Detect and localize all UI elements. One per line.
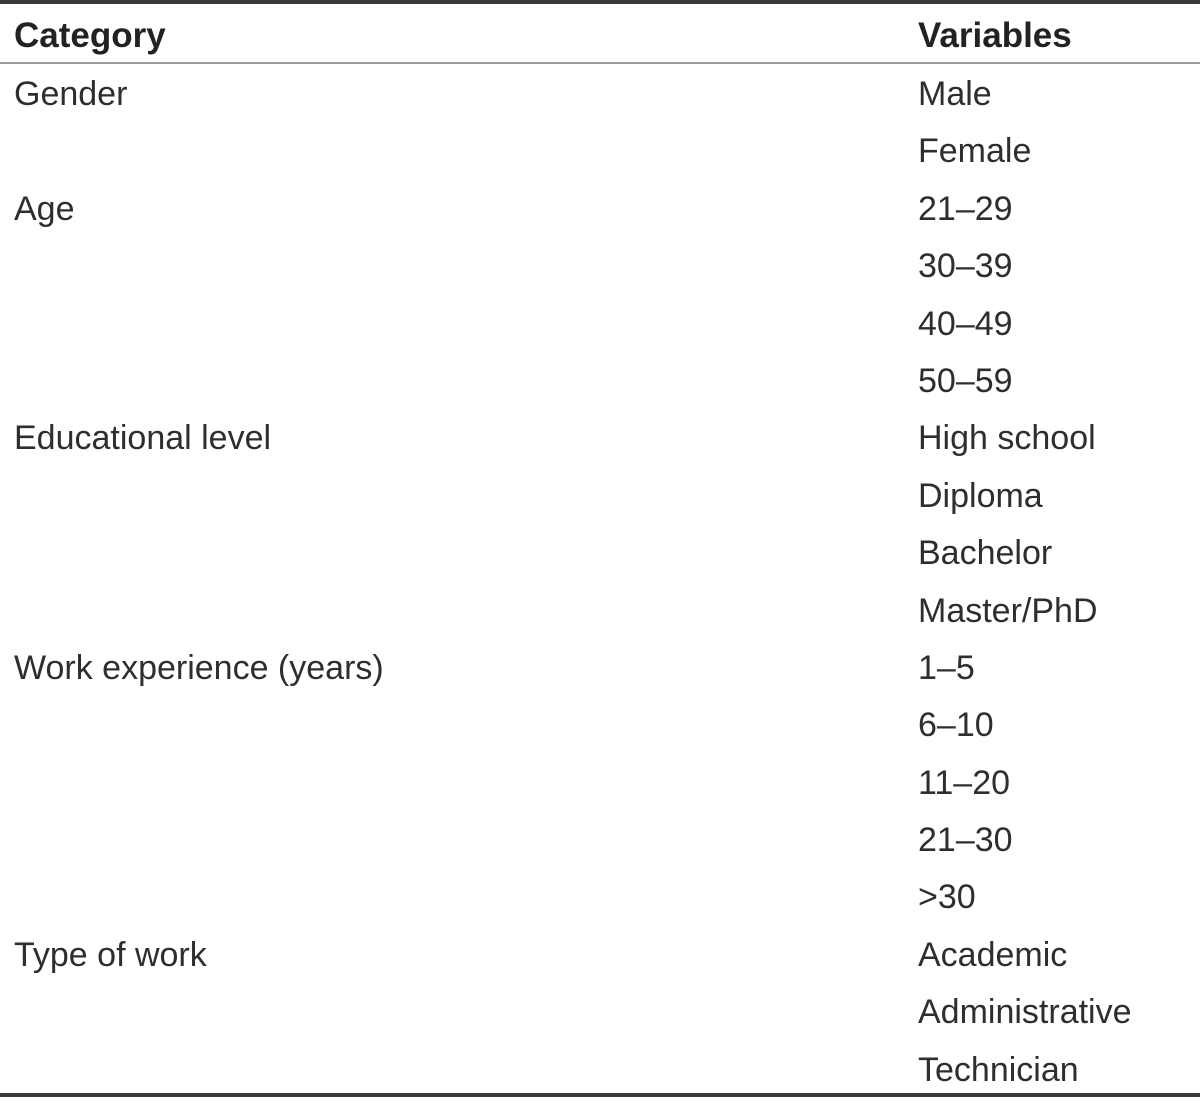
table-row xyxy=(0,468,1200,525)
variable-cell: Bachelor xyxy=(918,534,1053,573)
variable-cell: Technician xyxy=(918,1050,1079,1089)
table-row xyxy=(0,181,1200,238)
variable-cell: Diploma xyxy=(918,476,1043,515)
variable-cell: Female xyxy=(918,132,1032,171)
table-row xyxy=(0,640,1200,697)
table-row xyxy=(0,583,1200,640)
variable-cell: 6–10 xyxy=(918,706,994,745)
table-row xyxy=(0,869,1200,926)
table-row xyxy=(0,296,1200,353)
category-cell: Educational level xyxy=(14,419,272,458)
table-row xyxy=(0,66,1200,123)
variable-cell: 30–39 xyxy=(918,247,1013,286)
category-cell: Age xyxy=(14,189,75,228)
table-row xyxy=(0,755,1200,812)
table-row xyxy=(0,697,1200,754)
table-bottom-rule xyxy=(0,1093,1200,1097)
table-row xyxy=(0,525,1200,582)
variable-cell: >30 xyxy=(918,878,976,917)
variable-cell: 40–49 xyxy=(918,304,1013,343)
table-row xyxy=(0,927,1200,984)
table-body xyxy=(0,66,1200,1099)
table-row xyxy=(0,812,1200,869)
variable-cell: 1–5 xyxy=(918,648,975,687)
variable-cell: Administrative xyxy=(918,993,1132,1032)
variable-cell: High school xyxy=(918,419,1096,458)
variable-cell: Male xyxy=(918,75,992,113)
table-row xyxy=(0,353,1200,410)
table-header-rule xyxy=(0,62,1200,64)
variable-cell: 11–20 xyxy=(918,763,1011,802)
table-row xyxy=(0,984,1200,1041)
variable-cell: Academic xyxy=(918,935,1068,974)
table-row xyxy=(0,410,1200,467)
table-row xyxy=(0,1042,1200,1099)
variable-cell: Master/PhD xyxy=(918,591,1098,630)
table-top-rule xyxy=(0,0,1200,4)
table-row xyxy=(0,123,1200,180)
variable-cell: 21–30 xyxy=(918,821,1013,860)
variable-cell: 50–59 xyxy=(918,361,1013,400)
category-cell: Gender xyxy=(14,75,128,113)
category-cell: Type of work xyxy=(14,935,207,974)
header-variables: Variables xyxy=(918,16,1072,55)
category-cell: Work experience (years) xyxy=(14,648,384,687)
header-category: Category xyxy=(14,16,166,55)
table-row xyxy=(0,238,1200,295)
variable-cell: 21–29 xyxy=(918,189,1013,228)
